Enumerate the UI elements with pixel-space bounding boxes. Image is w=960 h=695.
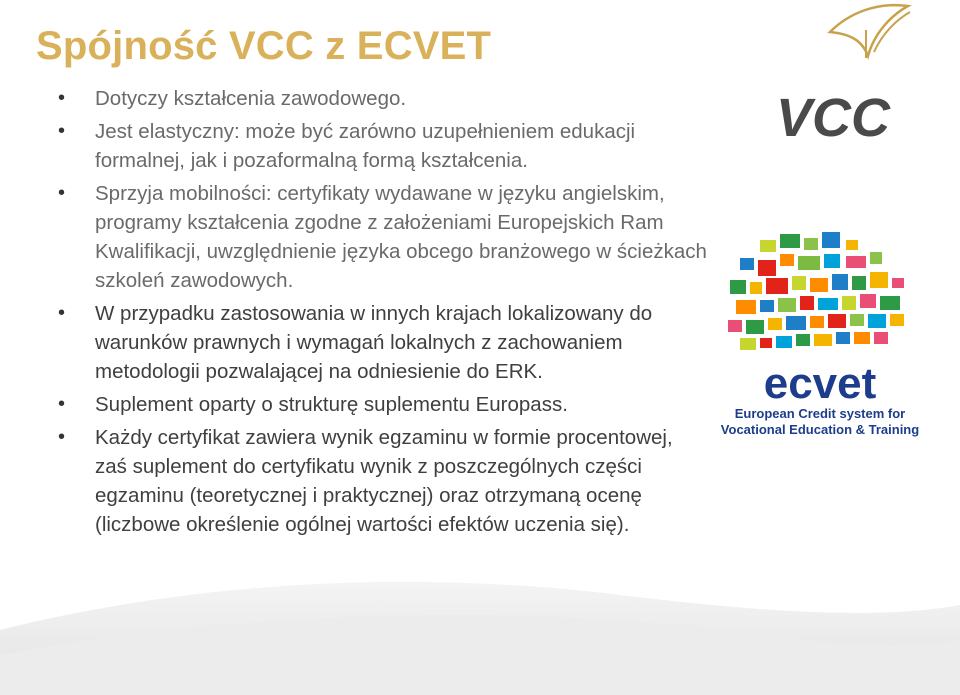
bottom-wave-decoration [0,560,960,695]
bullet-item [58,299,708,386]
bullet-text: Jest elastyczny: może być zarówno uzupełnieniem edukacji formalnej, jak i pozaformalną formą kształcenia. [95,120,636,172]
bullet-item [58,117,708,175]
vcc-logo [770,0,920,150]
vcc-logo-text: VCC [776,88,891,148]
ecvet-subtitle-line1: European Credit system for [734,406,906,421]
bullet-list [58,84,708,543]
ecvet-subtitle [720,406,920,438]
bullet-item [58,423,708,539]
bullet-text: Suplement oparty o strukturę suplementu Europass. [95,393,568,416]
bullet-item [58,179,708,295]
bullet-text: Każdy certyfikat zawiera wynik egzaminu w formie procentowej, zaś suplement do certyfikatu wynik z poszczególnych części egzaminu (teoretycznej i praktycznej) oraz otrzymaną ocenę (liczbowe określenie ogólnej wartości efektów uczenia się). [95,426,673,536]
bullet-text: Sprzyja mobilności: certyfikaty wydawane w języku angielskim, programy kształcenia zgodne z założeniami Europejskich Ram Kwalifikacji, uwzględnienie języka obcego branżowego w ścieżkach szkoleń zawodowych. [95,182,707,292]
slide-title: Spójność VCC z ECVET [36,24,492,68]
ecvet-logo-text: ecvet [763,359,877,408]
bullet-item [58,84,708,113]
bullet-item [58,390,708,419]
bullet-text: Dotyczy kształcenia zawodowego. [95,87,407,110]
ecvet-subtitle-line2: Vocational Education & Training [720,422,920,437]
bullet-text: W przypadku zastosowania w innych krajach lokalizowany do warunków prawnych i wymagań lokalnych z zachowaniem metodologii pozwalającej na odniesienie do ERK. [95,302,653,383]
